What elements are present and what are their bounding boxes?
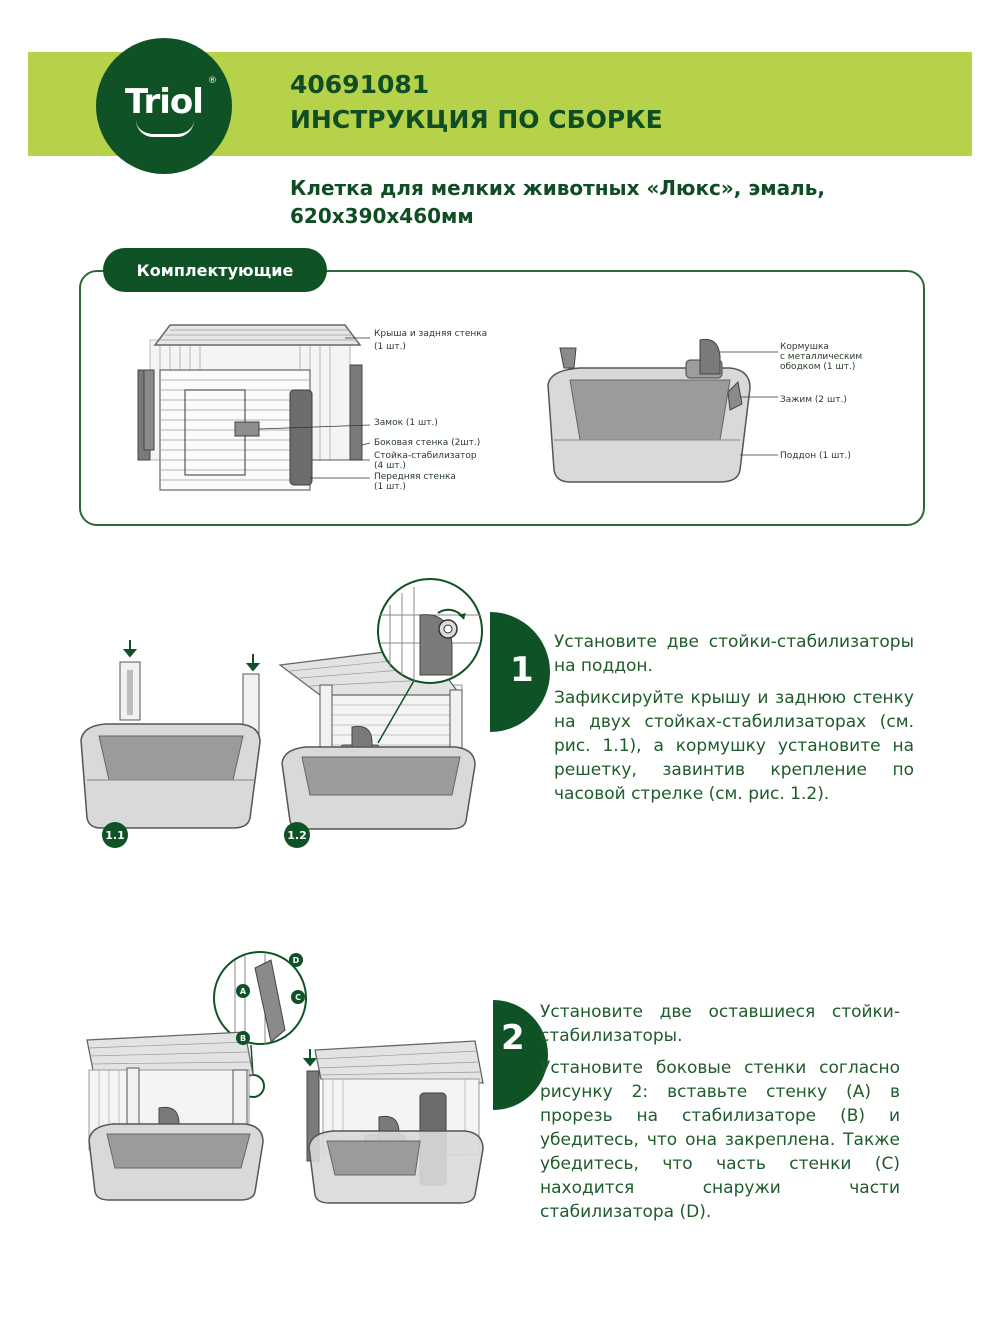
part-label-roof-line1: Крыша и задняя стенка — [374, 329, 488, 339]
part-label-front — [374, 472, 456, 492]
logo-smile-mark — [136, 120, 194, 137]
document-number: 40691081 — [290, 70, 430, 99]
tray-feeder-illustration — [540, 340, 780, 490]
figure-label-1-1: 1.1 — [102, 822, 128, 848]
callout-d: D — [289, 953, 303, 967]
step1-text-1: Установите две стойки-стабилизаторы на поддон. — [554, 632, 914, 676]
product-title-line1: Клетка для мелких животных «Люкс», эмаль, — [290, 176, 825, 200]
registered-mark: ® — [208, 76, 217, 86]
cage-exploded-illustration — [130, 310, 370, 510]
product-title — [290, 174, 890, 230]
part-label-roof-line2: (1 шт.) — [374, 342, 406, 352]
figure-label-1-2: 1.2 — [284, 822, 310, 848]
step2-text-1: Установите две оставшиеся стойки-стабилизаторы. — [540, 1002, 900, 1046]
part-label-feeder — [780, 342, 862, 372]
part-label-stabilizer — [374, 451, 477, 471]
step2-figure-left — [85, 950, 315, 1200]
part-label-feeder-line2: с металлическим — [780, 352, 863, 362]
brand-name: Triol — [125, 82, 203, 122]
brand-logo — [96, 38, 232, 174]
callout-b: B — [236, 1031, 250, 1045]
step1-figure-1-2 — [280, 585, 490, 830]
part-label-tray: Поддон (1 шт.) — [780, 451, 851, 461]
part-label-side: Боковая стенка (2шт.) — [374, 438, 481, 448]
step2-text-2: Установите боковые стенки согласно рисунку 2: вставьте стенку (А) в прорезь на стабилизаторе (В) и убедитесь, что она закреплена. Также убедитесь, что часть стенки (С) находится снаружи части стабилизатора (D). — [540, 1058, 900, 1222]
part-label-feeder-line1: Кормушка — [780, 342, 829, 352]
part-label-roof — [374, 329, 487, 352]
step1-instructions — [554, 630, 914, 814]
part-label-stabilizer-line2: (4 шт.) — [374, 461, 406, 471]
step1-text-2: Зафиксируйте крышу и заднюю стенку на двух стойках-стабилизаторах (см. рис. 1.1), а кормушку установите на решетку, завинтив крепление по часовой стрелке (см. рис. 1.2). — [554, 688, 914, 804]
step2-number: 2 — [501, 1018, 525, 1058]
step1-figure-1-1 — [75, 640, 275, 830]
part-label-clamp: Зажим (2 шт.) — [780, 395, 847, 405]
step2-figure-right — [305, 1035, 490, 1205]
step2-instructions — [540, 1000, 900, 1232]
part-label-lock: Замок (1 шт.) — [374, 418, 438, 428]
document-title: ИНСТРУКЦИЯ ПО СБОРКЕ — [290, 105, 663, 134]
callout-a: A — [236, 984, 250, 998]
components-heading: Комплектующие — [103, 248, 327, 292]
product-title-line2: 620х390х460мм — [290, 204, 474, 228]
step1-number: 1 — [510, 650, 534, 690]
part-label-front-line2: (1 шт.) — [374, 482, 406, 492]
part-label-front-line1: Передняя стенка — [374, 472, 456, 482]
callout-c: C — [291, 990, 305, 1004]
part-label-feeder-line3: ободком (1 шт.) — [780, 362, 856, 372]
part-label-stabilizer-line1: Стойка-стабилизатор — [374, 451, 477, 461]
